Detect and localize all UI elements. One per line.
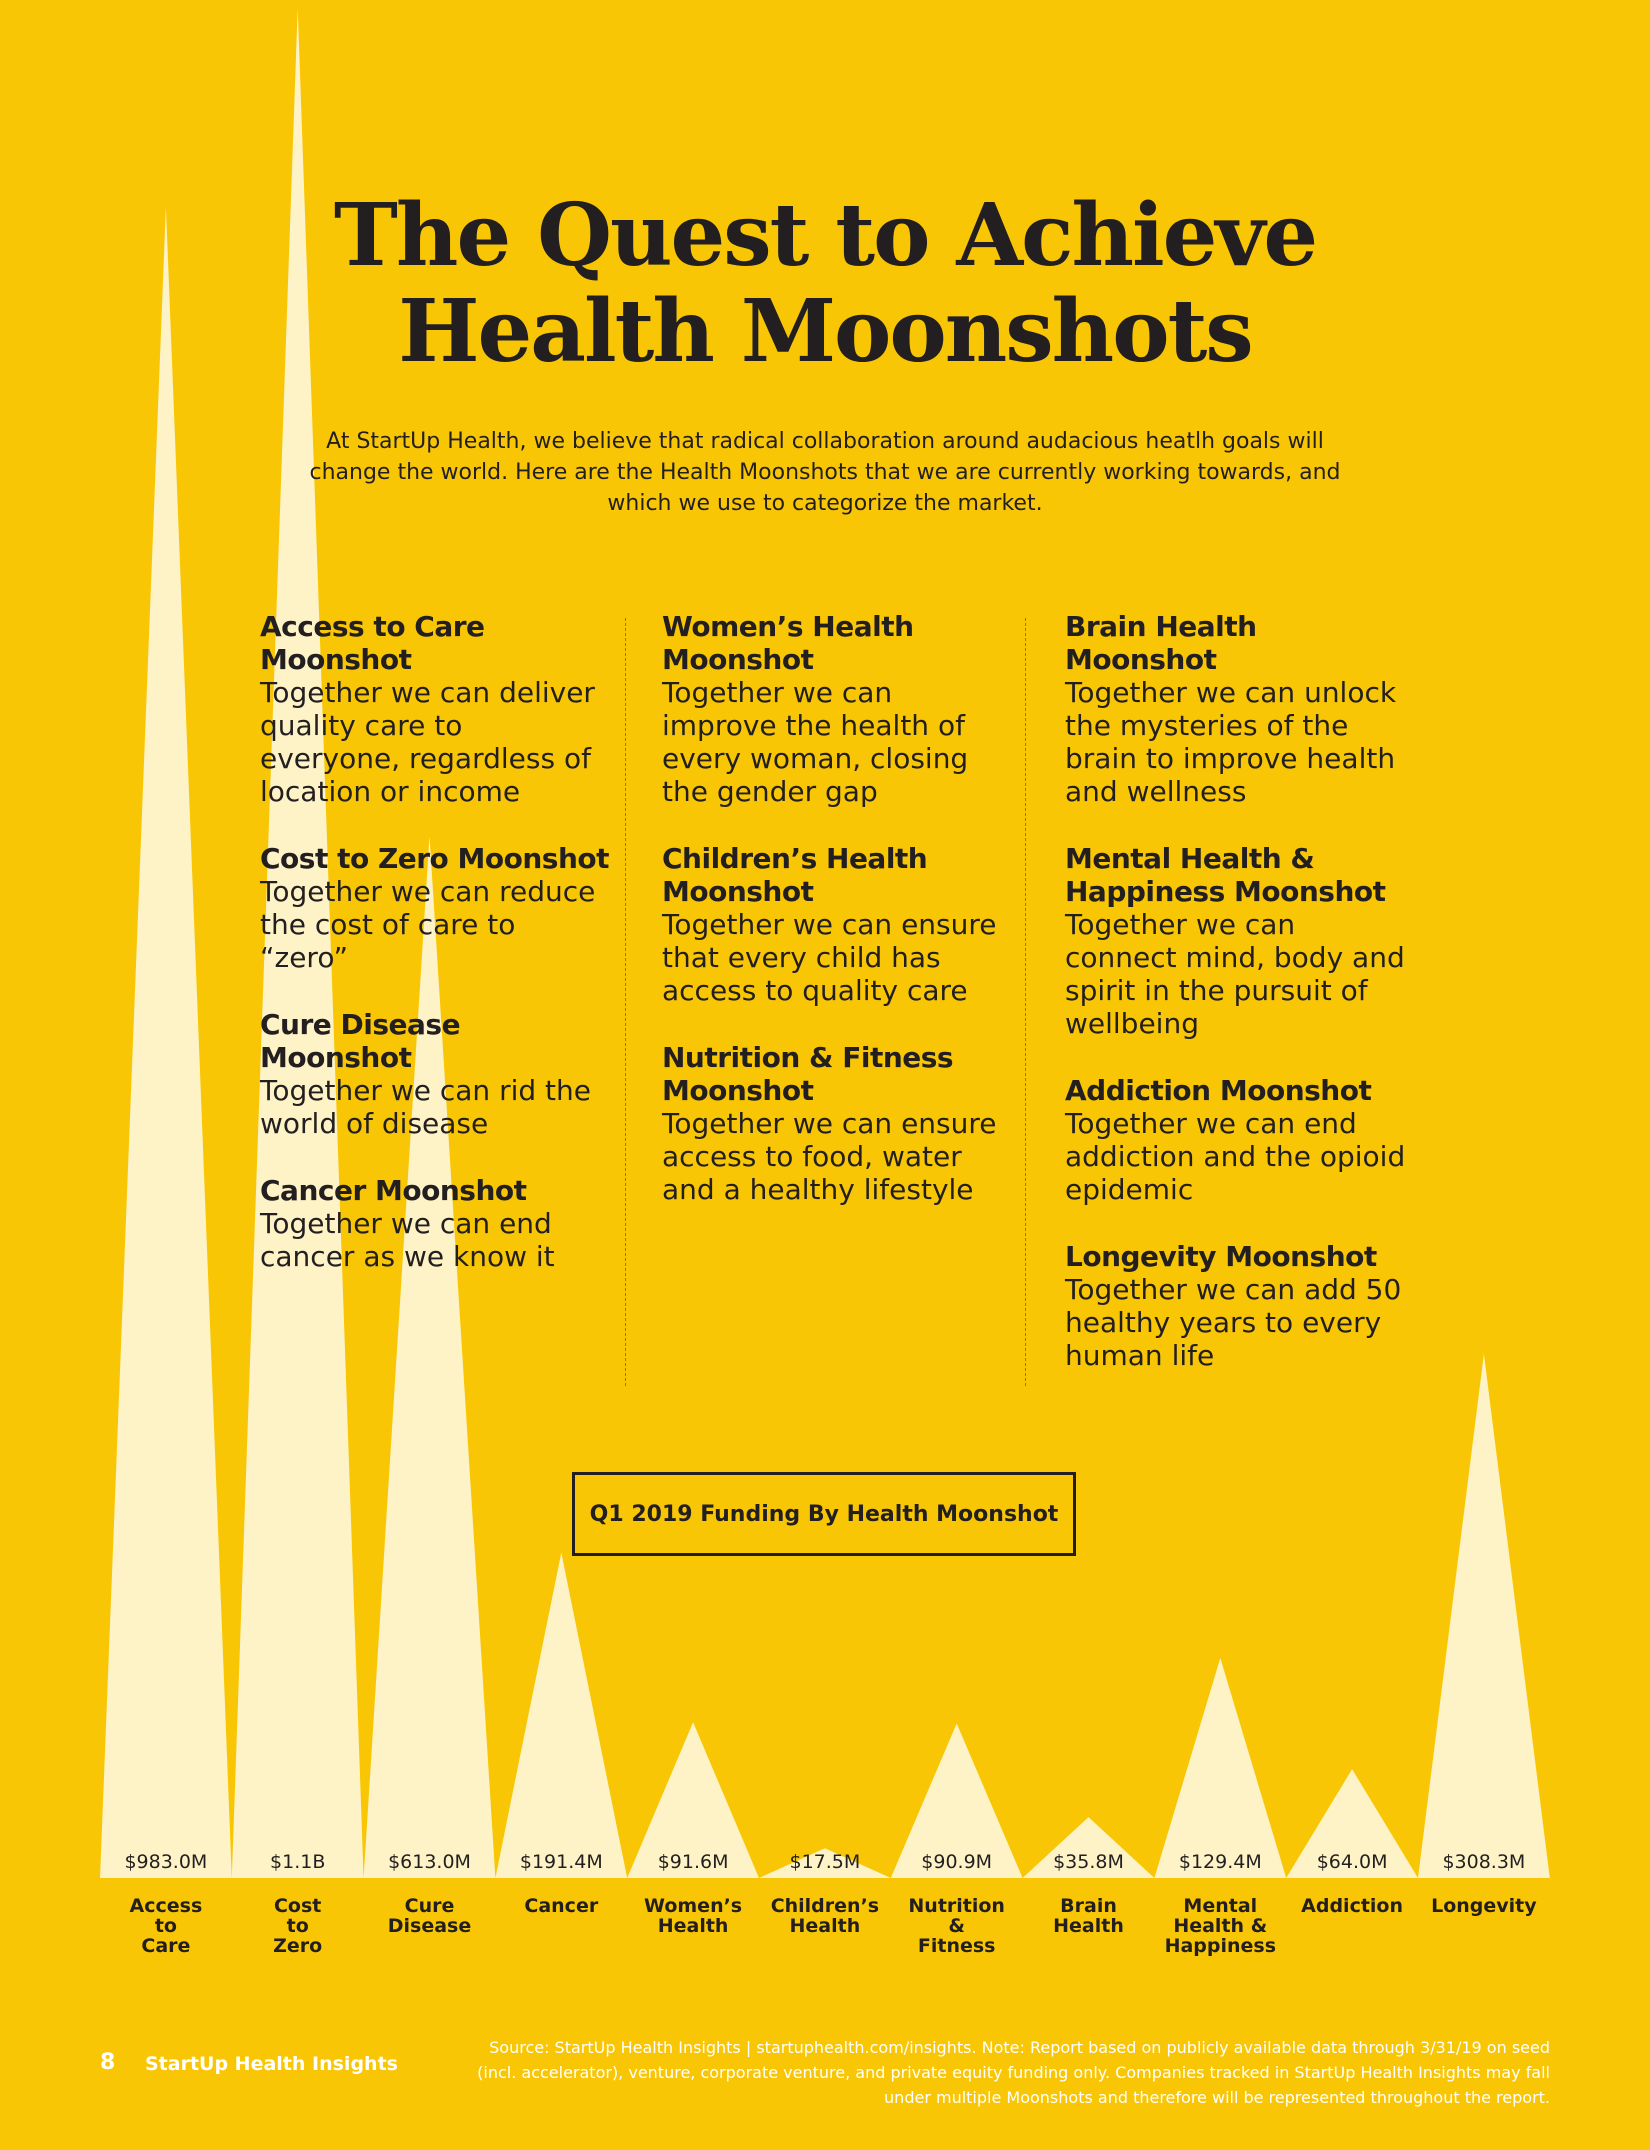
- moonshot-description: Together we can ensure that every child has access to quality care: [662, 908, 997, 1007]
- value-label: $191.4M: [519, 1851, 603, 1873]
- category-label-line: Addiction: [1301, 1895, 1404, 1917]
- moonshot-item: [1065, 610, 1415, 808]
- category-label-line: Cost: [273, 1895, 322, 1917]
- moonshot-description: Together we can improve the health of every woman, closing the gender gap: [662, 676, 969, 808]
- moonshot-heading: Access to Care Moonshot: [260, 610, 485, 676]
- moonshot-heading: Addiction Moonshot: [1065, 1074, 1372, 1107]
- moonshot-item: [260, 842, 610, 974]
- value-label: $1.1B: [270, 1851, 326, 1873]
- title-line-2: Health Moonshots: [398, 281, 1252, 382]
- moonshot-heading: Brain Health Moonshot: [1065, 610, 1257, 676]
- category-label-line: Cure: [404, 1895, 455, 1917]
- source-note: Source: StartUp Health Insights | startuphealth.com/insights. Note: Report based on publicly available data through 3/31/19 on seed (incl. accelerator), venture, corporate venture, and private equity funding only. Companies tracked in StartUp Health Insights may fall under multiple Moonshots and therefore will be represented throughout the report.: [477, 2038, 1550, 2107]
- category-label-line: to: [154, 1915, 177, 1937]
- value-label: $90.9M: [921, 1851, 993, 1873]
- column-divider: [625, 618, 626, 1386]
- value-label: $91.6M: [657, 1851, 729, 1873]
- funding-peak: [1154, 1658, 1286, 1878]
- category-label-line: Happiness: [1164, 1935, 1277, 1957]
- category-label-line: &: [948, 1915, 965, 1937]
- value-label: $35.8M: [1053, 1851, 1124, 1873]
- category-label: [496, 1896, 626, 1916]
- category-label: [1155, 1896, 1285, 1956]
- column-divider: [1025, 618, 1026, 1386]
- category-label: [1419, 1896, 1549, 1916]
- funding-peak: [495, 1553, 627, 1878]
- category-label-line: Health: [789, 1915, 861, 1937]
- moonshot-description: Together we can ensure access to food, water and a healthy lifestyle: [662, 1107, 997, 1206]
- category-label-line: Nutrition: [908, 1895, 1005, 1917]
- moonshot-heading: Cure Disease Moonshot: [260, 1008, 461, 1074]
- moonshot-description: Together we can deliver quality care to everyone, regardless of location or income: [260, 676, 595, 808]
- category-label-line: Disease: [387, 1915, 472, 1937]
- moonshot-heading: Cancer Moonshot: [260, 1174, 527, 1207]
- moonshot-item: [662, 842, 1012, 1007]
- value-label: $64.0M: [1316, 1851, 1388, 1873]
- moonshot-heading: Longevity Moonshot: [1065, 1240, 1377, 1273]
- category-label: [233, 1896, 363, 1956]
- category-label-line: Longevity: [1431, 1895, 1537, 1917]
- moonshot-heading: Women’s Health Moonshot: [662, 610, 914, 676]
- moonshot-heading: Cost to Zero Moonshot: [260, 842, 610, 875]
- moonshot-item: [260, 1008, 610, 1140]
- moonshot-item: [260, 610, 610, 808]
- category-label: [365, 1896, 495, 1936]
- value-label: $129.4M: [1178, 1851, 1262, 1873]
- moonshot-description: Together we can unlock the mysteries of the brain to improve health and wellness: [1065, 676, 1397, 808]
- moonshot-column-2: [662, 610, 1012, 1240]
- category-label: [628, 1896, 758, 1936]
- value-label: $613.0M: [388, 1851, 471, 1873]
- category-label-line: Access: [129, 1895, 203, 1917]
- value-label: $17.5M: [789, 1851, 861, 1873]
- category-label: [1024, 1896, 1154, 1936]
- moonshot-heading: Mental Health & Happiness Moonshot: [1065, 842, 1386, 908]
- funding-peak: [1418, 1354, 1550, 1878]
- category-label-line: Health: [1053, 1915, 1124, 1937]
- intro-paragraph: At StartUp Health, we believe that radical collaboration around audacious heatlh goals will change the world. Here are the Health Moonshots that we are currently working towards, and which we use to categorize the market.: [309, 429, 1341, 516]
- page-title: [0, 185, 1650, 382]
- category-label-line: Women’s: [644, 1895, 743, 1917]
- moonshot-description: Together we can add 50 healthy years to every human life: [1065, 1273, 1402, 1372]
- category-label: [1287, 1896, 1417, 1916]
- funding-peak: [100, 207, 232, 1878]
- moonshot-item: [662, 610, 1012, 808]
- category-label: [760, 1896, 890, 1936]
- footer-brand: StartUp Health Insights: [145, 2053, 398, 2075]
- value-label: $983.0M: [124, 1851, 208, 1873]
- page-number: 8: [100, 2050, 116, 2075]
- category-label-line: Cancer: [524, 1895, 599, 1917]
- category-label: [892, 1896, 1022, 1956]
- moonshot-description: Together we can connect mind, body and spirit in the pursuit of wellbeing: [1065, 908, 1405, 1040]
- moonshot-column-1: [260, 610, 610, 1307]
- category-label-line: Health &: [1173, 1915, 1268, 1937]
- category-label-line: Health: [657, 1915, 729, 1937]
- chart-title: Q1 2019 Funding By Health Moonshot: [572, 1472, 1076, 1556]
- moonshot-item: [662, 1041, 1012, 1206]
- category-label: [101, 1896, 231, 1956]
- moonshot-description: Together we can rid the world of disease: [260, 1074, 591, 1140]
- moonshot-item: [1065, 1074, 1415, 1206]
- value-label: $308.3M: [1442, 1851, 1526, 1873]
- moonshot-item: [1065, 842, 1415, 1040]
- category-label-line: Fitness: [917, 1935, 996, 1957]
- moonshot-description: Together we can reduce the cost of care to “zero”: [260, 875, 596, 974]
- moonshot-item: [260, 1174, 610, 1273]
- moonshot-heading: Nutrition & Fitness Moonshot: [662, 1041, 954, 1107]
- category-label-line: Care: [141, 1935, 191, 1957]
- category-label-line: Brain: [1060, 1895, 1117, 1917]
- title-line-1: The Quest to Achieve: [333, 185, 1317, 286]
- moonshot-heading: Children’s Health Moonshot: [662, 842, 928, 908]
- category-label-line: Children’s: [770, 1895, 880, 1917]
- moonshot-column-3: [1065, 610, 1415, 1406]
- category-label-line: Mental: [1183, 1895, 1258, 1917]
- category-label-line: Zero: [273, 1935, 323, 1957]
- moonshot-description: Together we can end addiction and the opioid epidemic: [1065, 1107, 1406, 1206]
- category-label-line: to: [286, 1915, 309, 1937]
- moonshot-description: Together we can end cancer as we know it: [260, 1207, 555, 1273]
- moonshot-item: [1065, 1240, 1415, 1372]
